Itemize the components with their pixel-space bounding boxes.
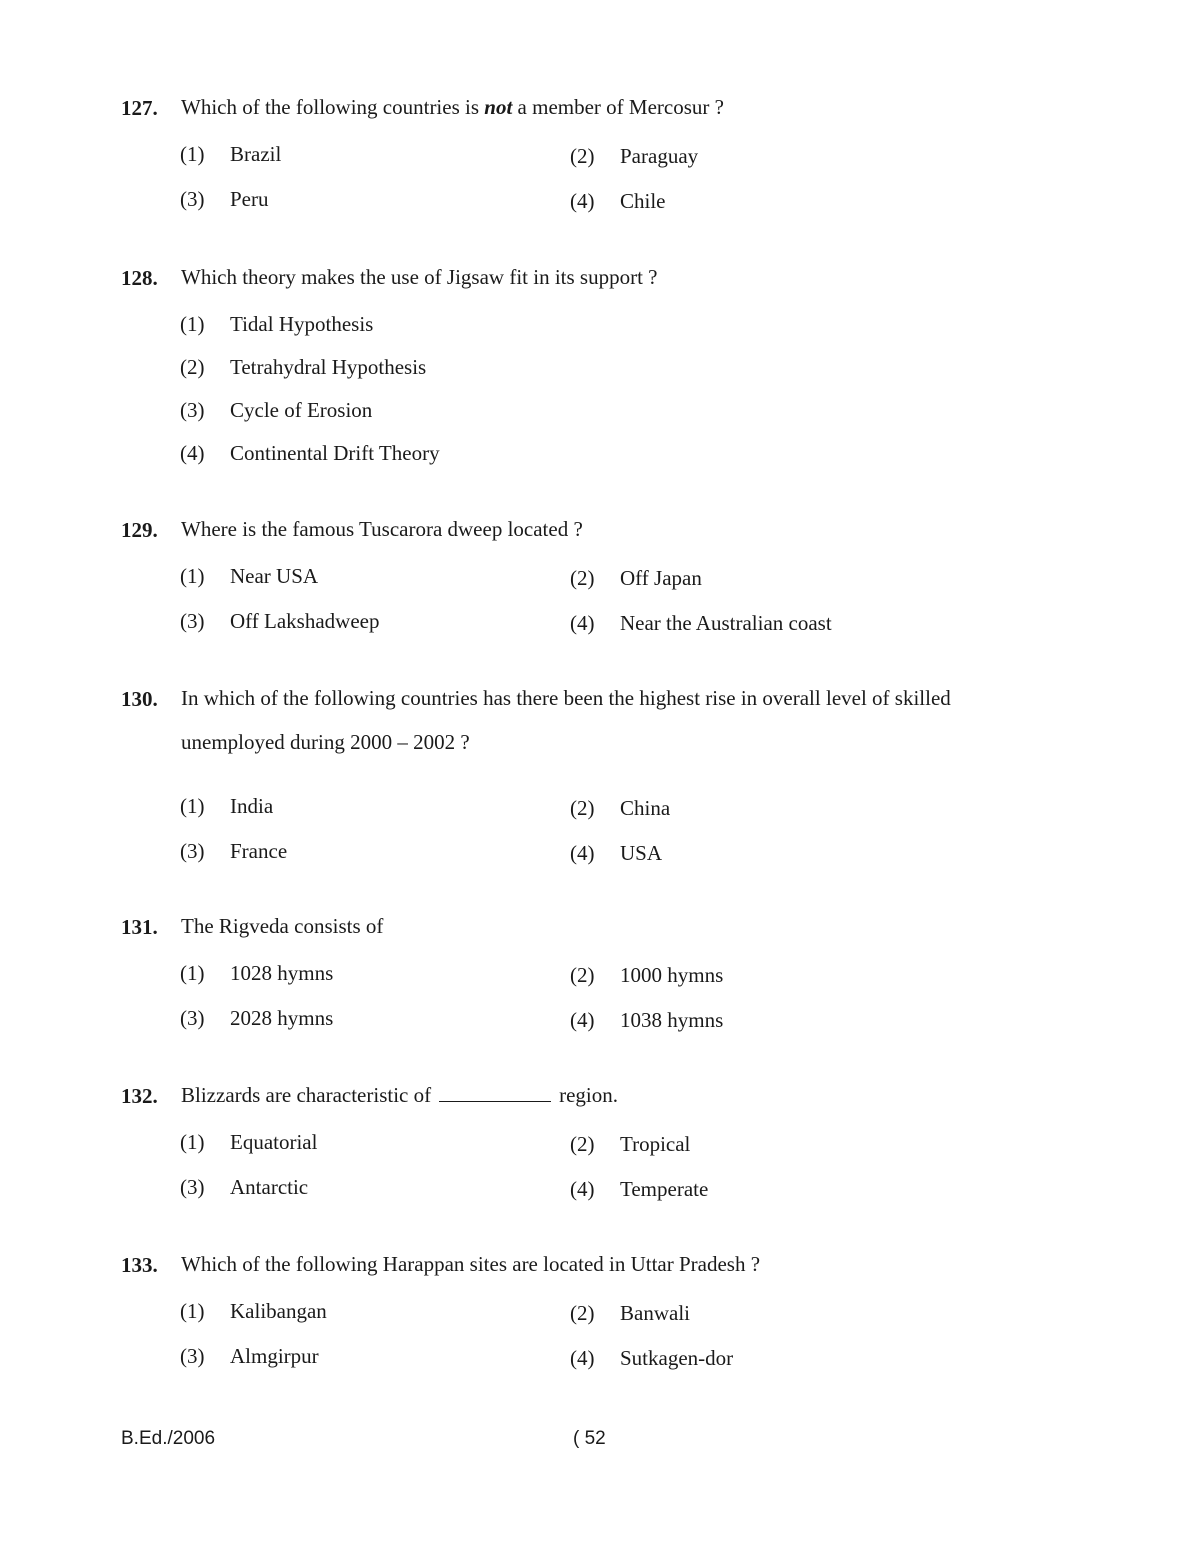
option-2: (2) Banwali xyxy=(570,1301,690,1325)
question-text: The Rigveda consists of xyxy=(181,914,384,938)
option-3: (3) Off Lakshadweep xyxy=(180,609,380,633)
option-1: (1) Tidal Hypothesis xyxy=(180,312,374,336)
question-text: Which of the following countries is not a member of Mercosur ? xyxy=(181,95,724,119)
option-3: (3) France xyxy=(180,839,288,863)
option-1: (1) Brazil xyxy=(180,142,282,166)
option-3: (3) Almgirpur xyxy=(180,1344,319,1368)
question-number: 130. xyxy=(121,687,158,711)
question-text: Where is the famous Tuscarora dweep located ? xyxy=(181,517,583,541)
option-1: (1) Kalibangan xyxy=(180,1299,327,1323)
option-4: (4) Near the Australian coast xyxy=(570,611,832,635)
option-4: (4) 1038 hymns xyxy=(570,1008,724,1032)
emphasis-text: not xyxy=(484,95,513,119)
option-2: (2) Paraguay xyxy=(570,144,699,168)
question-number: 127. xyxy=(121,96,158,120)
option-1: (1) Equatorial xyxy=(180,1130,318,1154)
option-2: (2) 1000 hymns xyxy=(570,963,724,987)
question-text: Blizzards are characteristic of region. xyxy=(181,1083,619,1107)
footer-exam-code: B.Ed./2006 xyxy=(121,1428,216,1449)
option-3: (3) Peru xyxy=(180,187,269,211)
option-4: (4) USA xyxy=(570,841,663,865)
option-1: (1) 1028 hymns xyxy=(180,961,334,985)
option-4: (4) Continental Drift Theory xyxy=(180,441,440,465)
option-2: (2) Tropical xyxy=(570,1132,691,1156)
footer-page-number: ( 52 xyxy=(573,1428,606,1449)
question-number: 133. xyxy=(121,1253,158,1277)
question-number: 128. xyxy=(121,266,158,290)
option-3: (3) 2028 hymns xyxy=(180,1006,334,1030)
option-4: (4) Temperate xyxy=(570,1177,709,1201)
question-text: Which of the following Harappan sites are located in Uttar Pradesh ? xyxy=(181,1252,761,1276)
option-2: (2) Tetrahydral Hypothesis xyxy=(180,355,427,379)
option-1: (1) India xyxy=(180,794,274,818)
question-number: 132. xyxy=(121,1084,158,1108)
question-text: In which of the following countries has there been the highest rise in overall level of skilled unemployed during 2000 – 2002 ? xyxy=(181,686,951,754)
option-2: (2) Off Japan xyxy=(570,566,702,590)
question-number: 131. xyxy=(121,915,158,939)
option-4: (4) Sutkagen-dor xyxy=(570,1346,734,1370)
option-1: (1) Near USA xyxy=(180,564,319,588)
fill-in-blank-line xyxy=(439,1089,551,1102)
option-2: (2) China xyxy=(570,796,671,820)
question-text: Which theory makes the use of Jigsaw fit in its support ? xyxy=(181,265,658,289)
option-3: (3) Antarctic xyxy=(180,1175,309,1199)
option-3: (3) Cycle of Erosion xyxy=(180,398,373,422)
question-number: 129. xyxy=(121,518,158,542)
option-4: (4) Chile xyxy=(570,189,666,213)
